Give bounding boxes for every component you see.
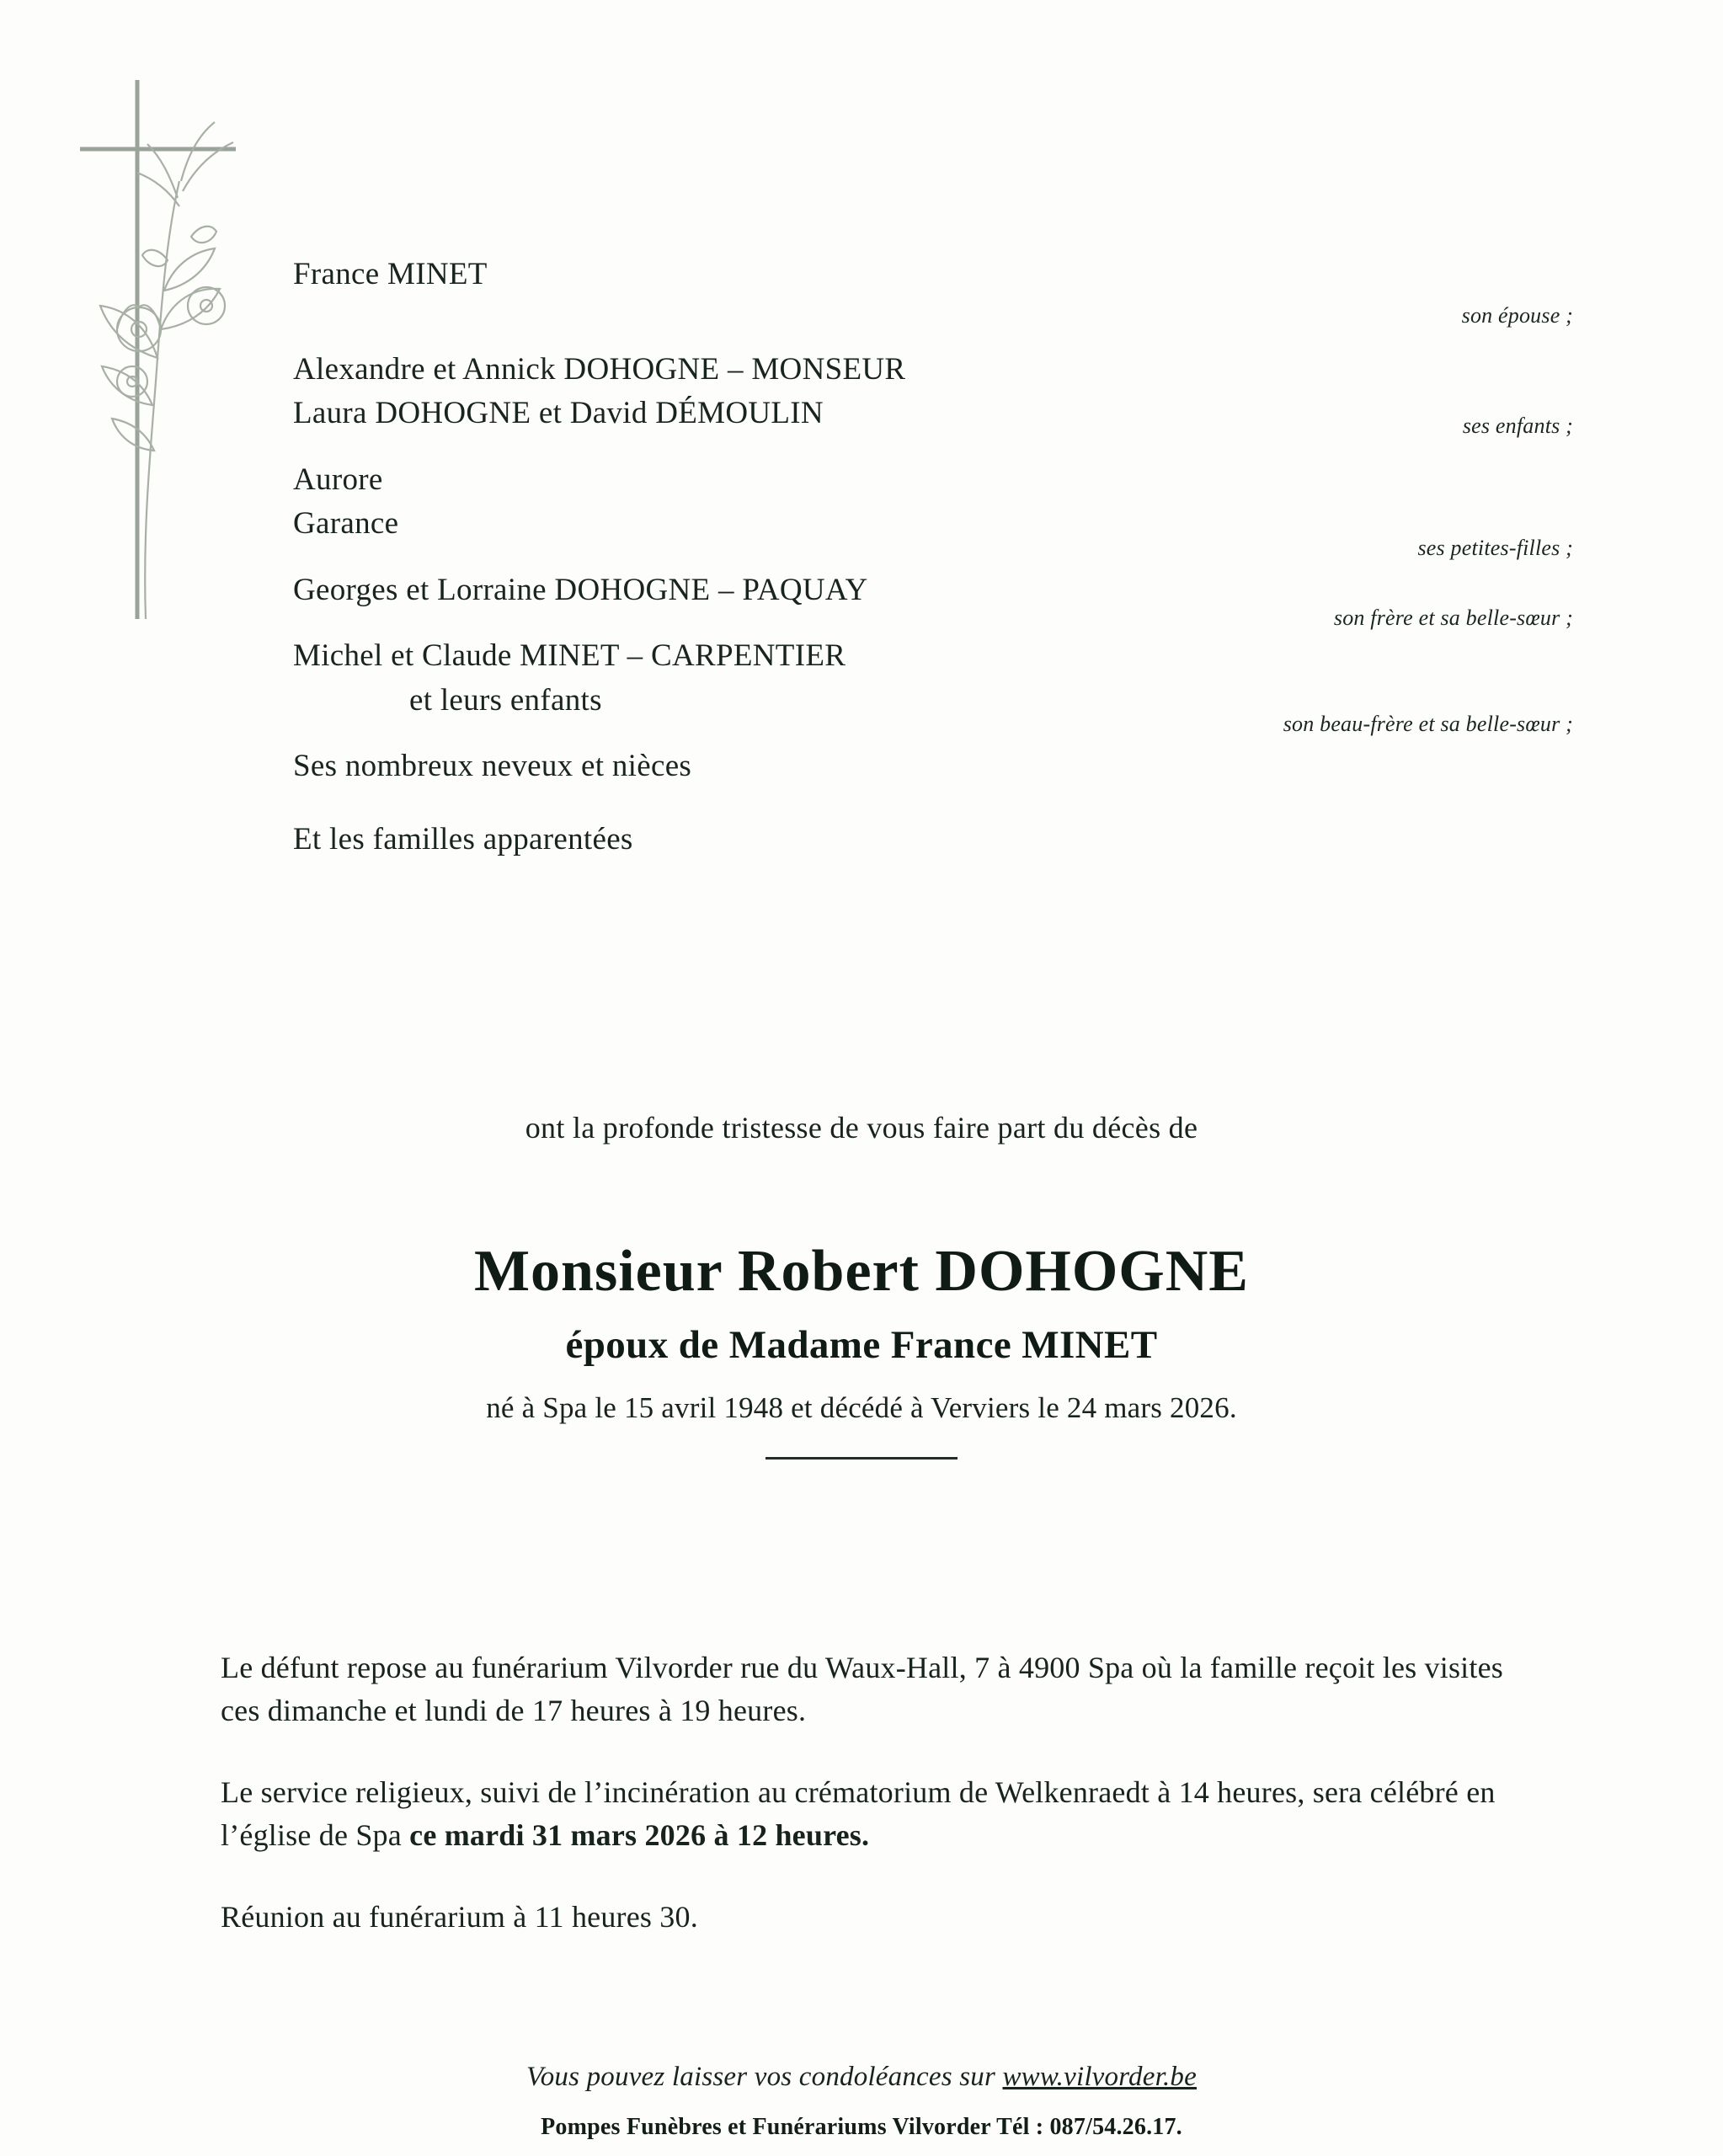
family-name-line: Laura DOHOGNE et David DÉMOULIN <box>293 396 824 431</box>
deceased-spouse-line: époux de Madame France MINET <box>565 1323 1158 1367</box>
family-name-line: Michel et Claude MINET – CARPENTIER <box>293 638 846 674</box>
family-group-brother-in-law <box>293 634 1573 737</box>
family-relation-label: ses enfants ; <box>1462 413 1573 438</box>
condolences-text: Vous pouvez laisser vos condoléances sur <box>526 2062 1003 2092</box>
ceremony-info <box>221 1646 1529 1978</box>
family-group-spouse <box>293 253 1573 328</box>
family-list <box>293 253 1573 862</box>
family-name-line: et leurs enfants <box>409 682 602 718</box>
family-name-line: France MINET <box>293 257 488 291</box>
info-service-text: Le service religieux, suivi de l’incinération au crématorium de Welkenraedt à 14 heures, sera célébré en l’église de Spa <box>221 1775 1496 1853</box>
family-relation-label: son beau-frère et sa belle-sœur ; <box>1283 712 1573 737</box>
info-paragraph-funerarium: Le défunt repose au funérarium Vilvorder rue du Waux-Hall, 7 à 4900 Spa où la famille reçoit les visites ces dimanche et lundi de 17 heures à 19 heures. <box>221 1651 1503 1728</box>
family-relation-label: son frère et sa belle-sœur ; <box>1333 605 1573 630</box>
condolences-link[interactable]: www.vilvorder.be <box>1002 2062 1197 2092</box>
deceased-dates: né à Spa le 15 avril 1948 et décédé à Verviers le 24 mars 2026. <box>486 1391 1237 1424</box>
info-paragraph-service <box>221 1771 1529 1857</box>
condolences-note <box>0 2062 1723 2093</box>
deceased-block <box>0 1238 1723 1460</box>
announcement-text: ont la profonde tristesse de vous faire part du décès de <box>525 1111 1198 1145</box>
family-group-related-families <box>293 818 1573 862</box>
family-name-line: Aurore <box>293 462 383 497</box>
cross-and-flower-icon <box>80 80 324 653</box>
divider-rule <box>765 1457 958 1460</box>
family-group-brother <box>293 568 1573 630</box>
info-service-datetime: ce mardi 31 mars 2026 à 12 heures. <box>409 1818 870 1853</box>
family-name-line: Garance <box>293 506 399 542</box>
deceased-name: Monsieur Robert DOHOGNE <box>473 1239 1249 1304</box>
funeral-home-contact: Pompes Funèbres et Funérariums Vilvorder Tél : 087/54.26.17. <box>541 2114 1182 2140</box>
family-relation-label: ses petites-filles ; <box>1417 535 1573 560</box>
family-name-line: Ses nombreux neveux et nièces <box>293 749 692 784</box>
family-group-grandchildren <box>293 458 1573 560</box>
family-group-nephews-nieces <box>293 744 1573 789</box>
family-name-line: Georges et Lorraine DOHOGNE – PAQUAY <box>293 572 868 607</box>
family-name-line: Alexandre et Annick DOHOGNE – MONSEUR <box>293 351 906 387</box>
family-group-children <box>293 348 1573 436</box>
family-name-line: Et les familles apparentées <box>293 821 633 857</box>
family-relation-label: son épouse ; <box>1461 303 1573 328</box>
info-paragraph-reunion: Réunion au funérarium à 11 heures 30. <box>221 1900 698 1935</box>
